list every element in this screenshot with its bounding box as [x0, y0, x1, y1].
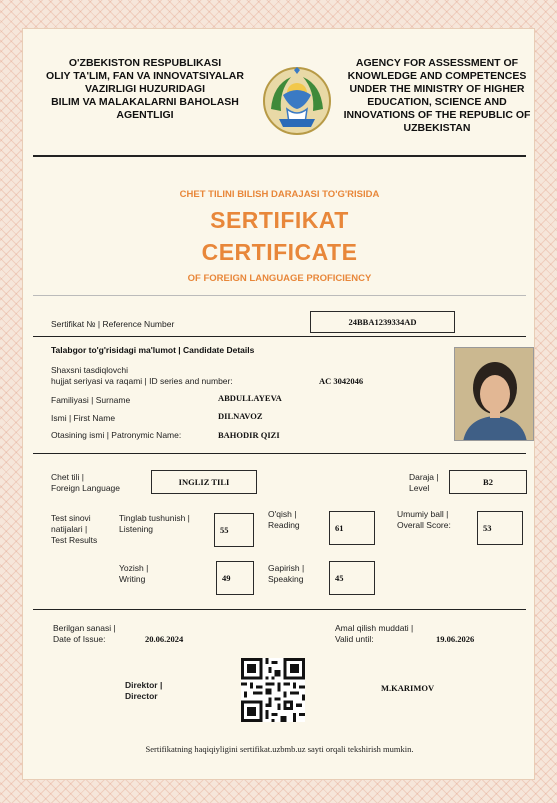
- language-box: [151, 470, 257, 494]
- valid-label-1: Amal qilish muddati |: [335, 623, 414, 633]
- qr-code: [241, 658, 305, 722]
- speaking-box: [329, 561, 375, 595]
- issuer-en-line: UNDER THE MINISTRY OF HIGHER: [349, 83, 525, 95]
- verification-note: Sertifikatning haqiqiyligini sertifikat.uzbmb.uz sayti orqali tekshirish mumkin.: [145, 744, 414, 754]
- issuer-uz-line: BILIM VA MALAKALARNI BAHOLASH: [51, 96, 239, 108]
- overall-box: [477, 511, 523, 545]
- patronymic-label: Otasining ismi | Patronymic Name:: [51, 430, 182, 440]
- writing-label-2: Writing: [119, 574, 146, 584]
- state-emblem-icon: [261, 65, 333, 137]
- id-value: AC 3042046: [319, 376, 364, 386]
- surname-label: Familiyasi | Surname: [51, 395, 131, 405]
- overall-label-2: Overall Score:: [397, 520, 451, 530]
- writing-box: [216, 561, 254, 595]
- candidate-section-label: Talabgor to'g'risidagi ma'lumot | Candidate Details: [51, 345, 255, 355]
- candidate-divider: [33, 453, 526, 454]
- listening-value: 55: [220, 525, 229, 535]
- surname-value: ABDULLAYEVA: [218, 393, 282, 403]
- issuer-en-line: INNOVATIONS OF THE REPUBLIC OF: [343, 109, 531, 121]
- director-label-1: Direktor |: [125, 680, 163, 690]
- language-label-2: Foreign Language: [51, 483, 121, 493]
- speaking-label-2: Speaking: [268, 574, 304, 584]
- overall-value: 53: [483, 523, 492, 533]
- level-label-1: Daraja |: [409, 472, 439, 482]
- header-divider: [33, 155, 526, 157]
- id-label-2: hujjat seriyasi va raqami | ID series and number:: [51, 376, 233, 386]
- reading-value: 61: [335, 523, 344, 533]
- valid-value: 19.06.2026: [436, 634, 475, 644]
- writing-label-1: Yozish |: [119, 563, 149, 573]
- subtitle-en: OF FOREIGN LANGUAGE PROFICIENCY: [187, 273, 372, 284]
- issuer-uz-line: AGENTLIGI: [116, 109, 174, 121]
- results-divider: [33, 609, 526, 610]
- valid-label-2: Valid until:: [335, 634, 374, 644]
- speaking-value: 45: [335, 573, 344, 583]
- language-label-1: Chet tili |: [51, 472, 84, 482]
- issue-label-1: Berilgan sanasi |: [53, 623, 116, 633]
- title-en: CERTIFICATE: [201, 239, 358, 265]
- issuer-en-line: KNOWLEDGE AND COMPETENCES: [347, 70, 527, 82]
- reading-label-2: Reading: [268, 520, 300, 530]
- reference-box: [310, 311, 455, 333]
- writing-value: 49: [222, 573, 231, 583]
- id-label-1: Shaxsni tasdiqlovchi: [51, 365, 129, 375]
- issuer-uz: [35, 57, 255, 122]
- issuer-uz-line: O'ZBEKISTON RESPUBLIKASI: [68, 57, 222, 69]
- candidate-photo: [454, 347, 534, 441]
- results-label-1: Test sinovi: [51, 513, 91, 523]
- speaking-label-1: Gapirish |: [268, 563, 305, 573]
- issuer-en-line: EDUCATION, SCIENCE AND: [367, 96, 507, 108]
- listening-box: [214, 513, 254, 547]
- results-label-3: Test Results: [51, 535, 98, 545]
- issuer-en: [341, 57, 533, 135]
- first-name-label: Ismi | First Name: [51, 413, 116, 423]
- issuer-en-line: UZBEKISTAN: [403, 122, 471, 134]
- certificate-page: [22, 28, 535, 780]
- title-uz: SERTIFIKAT: [210, 207, 349, 233]
- director-label-2: Director: [125, 691, 158, 701]
- results-label-2: natijalari |: [51, 524, 88, 534]
- portrait-icon: [455, 348, 534, 441]
- title-divider: [33, 295, 526, 296]
- language-value: INGLIZ TILI: [178, 477, 230, 487]
- level-box: [449, 470, 527, 494]
- issuer-uz-line: OLIY TA'LIM, FAN VA INNOVATSIYALAR: [46, 70, 244, 82]
- listening-label-2: Listening: [119, 524, 154, 534]
- issuer-uz-line: VAZIRLIGI HUZURIDAGI: [85, 83, 205, 95]
- issuer-en-line: AGENCY FOR ASSESSMENT OF: [355, 57, 519, 69]
- reference-value: 24BBA1239334AD: [348, 317, 417, 327]
- level-value: B2: [483, 477, 493, 487]
- listening-label-1: Tinglab tushunish |: [119, 513, 190, 523]
- reference-divider: [33, 336, 526, 337]
- issue-value: 20.06.2024: [145, 634, 184, 644]
- reading-box: [329, 511, 375, 545]
- reference-label: Sertifikat № | Reference Number: [51, 319, 175, 329]
- overall-label-1: Umumiy ball |: [397, 509, 449, 519]
- patronymic-value: BAHODIR QIZI: [218, 430, 280, 440]
- level-label-2: Level: [409, 483, 430, 493]
- subtitle-uz: CHET TILINI BILISH DARAJASI TO'G'RISIDA: [179, 189, 380, 200]
- director-name: M.KARIMOV: [381, 683, 435, 693]
- first-name-value: DILNAVOZ: [218, 411, 263, 421]
- issue-label-2: Date of Issue:: [53, 634, 106, 644]
- reading-label-1: O'qish |: [268, 509, 297, 519]
